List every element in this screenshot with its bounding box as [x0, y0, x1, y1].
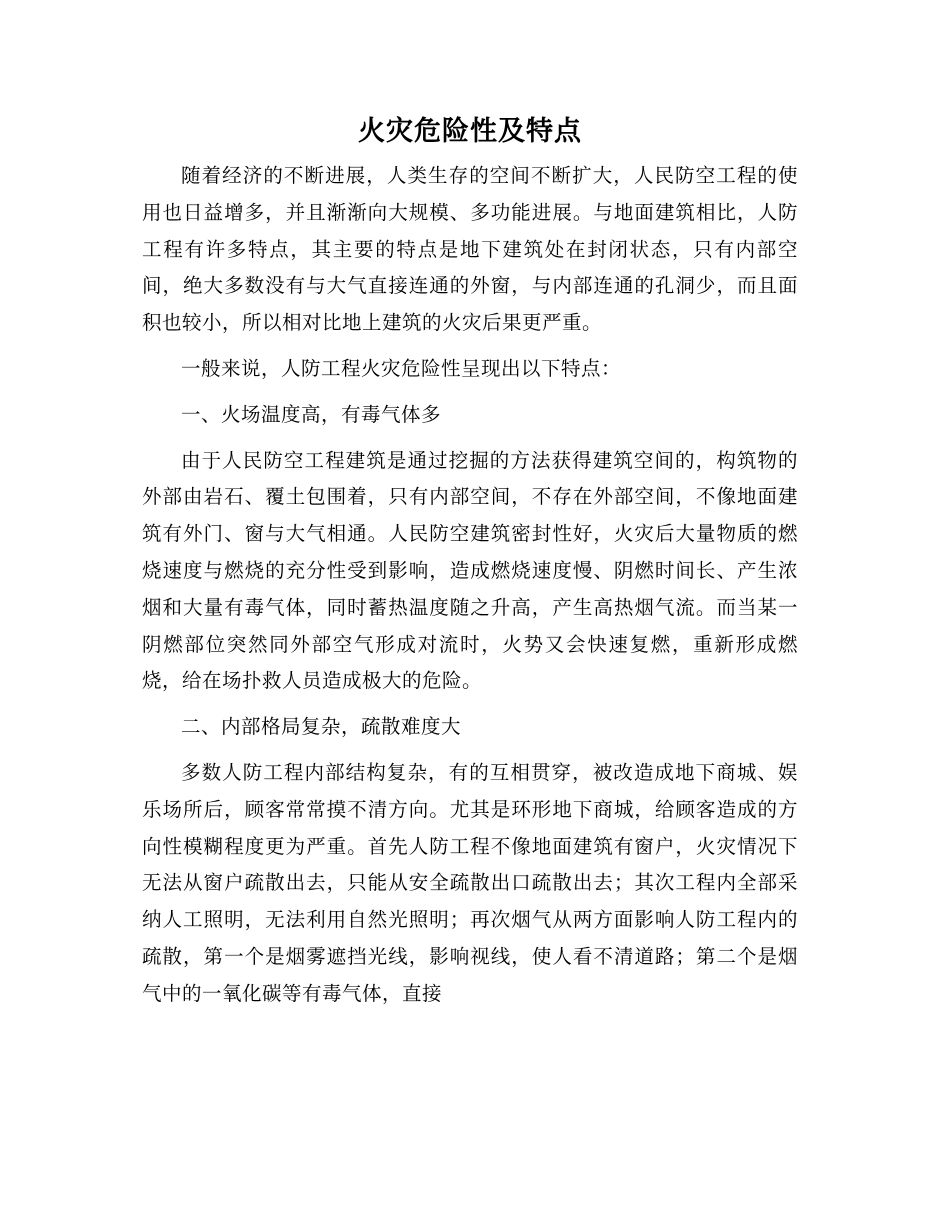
document-title: 火灾危险性及特点 [358, 116, 582, 147]
paragraph-summary: 一般来说，人防工程火灾危险性呈现出以下特点： [181, 356, 622, 380]
section-heading-1: 一、火场温度高，有毒气体多 [181, 402, 442, 426]
paragraph-intro: 随着经济的不断进展，人类生存的空间不断扩大，人民防空工程的使用也日益增多，并且渐渐向大规模、多功能进展。与地面建筑相比，人防工程有许多特点，其主要的特点是地下建筑处在封闭状态，只有内部空间，绝大多数没有与大气直接连通的外窗，与内部连通的孔洞少，而且面积也较小，所以相对比地上建筑的火灾后果更严重。 [142, 164, 798, 335]
section-heading-2: 二、内部格局复杂，疏散难度大 [181, 715, 462, 739]
paragraph-section-1: 由于人民防空工程建筑是通过挖掘的方法获得建筑空间的，构筑物的外部由岩石、覆土包围着，只有内部空间，不存在外部空间，不像地面建筑有外门、窗与大气相通。人民防空建筑密封性好，火灾后大量物质的燃烧速度与燃烧的充分性受到影响，造成燃烧速度慢、阴燃时间长、产生浓烟和大量有毒气体，同时蓄热温度随之升高，产生高热烟气流。而当某一阴燃部位突然同外部空气形成对流时，火势又会快速复燃，重新形成燃烧，给在场扑救人员造成极大的危险。 [142, 448, 798, 693]
paragraph-section-2: 多数人防工程内部结构复杂，有的互相贯穿，被改造成地下商城、娱乐场所后，顾客常常摸不清方向。尤其是环形地下商城，给顾客造成的方向性模糊程度更为严重。首先人防工程不像地面建筑有窗户，火灾情况下无法从窗户疏散出去，只能从安全疏散出口疏散出去；其次工程内全部采纳人工照明，无法利用自然光照明；再次烟气从两方面影响人防工程内的疏散，第一个是烟雾遮挡光线，影响视线，使人看不清道路；第二个是烟气中的一氧化碳等有毒气体，直接 [142, 760, 798, 1005]
document-body [142, 112, 798, 1022]
